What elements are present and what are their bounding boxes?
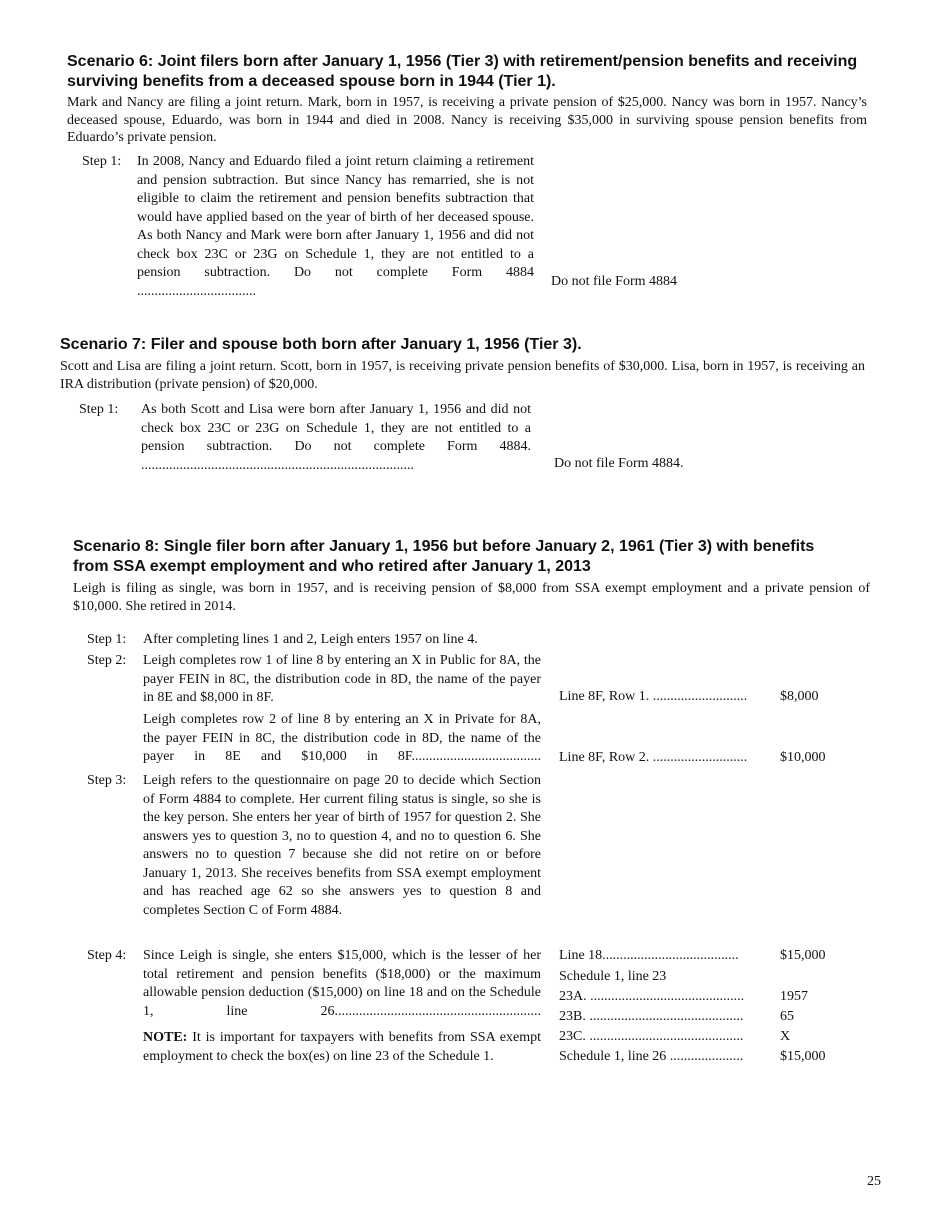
- scenario8-step1-text: After completing lines 1 and 2, Leigh enters 1957 on line 4.: [143, 632, 478, 647]
- scenario7-step1-text: As both Scott and Lisa were born after January 1, 1956 and did not check box 23C or 23G on Schedule 1, they are not entitled to a pension subtraction. Do not complete Form 4884. ..............................................................................: [141, 402, 531, 473]
- step4-ref-label: Schedule 1, line 26 .....................: [559, 1049, 744, 1064]
- step4-ref-label: 23A. ............................................: [559, 989, 745, 1004]
- step4-ref-label: 23B. ............................................: [559, 1009, 744, 1024]
- step4-ref-value: X: [780, 1029, 791, 1044]
- scenario8-note: [143, 1029, 541, 1066]
- scenario8-intro: Leigh is filing as single, was born in 1957, and is receiving pension of $8,000 from SSA exempt employment and a private pension of $10,000. She retired in 2014.: [73, 581, 870, 614]
- scenario8-step2-text-b: Leigh completes row 2 of line 8 by entering an X in Private for 8A, the payer FEIN in 8C, the distribution code in 8D, the name of the payer in 8E and $10,000 in 8F.....................................: [143, 712, 541, 764]
- scenario7-step1-label: Step 1:: [79, 402, 119, 417]
- scenario8-step4-text: Since Leigh is single, she enters $15,000, which is the lesser of her total retirement and pension benefits ($18,000) or the maximum allowable pension deduction ($15,000) on line 18 and on the Schedule 1, line 26...........................................................: [143, 948, 541, 1019]
- scenario8-step2-val-b: $10,000: [780, 750, 826, 765]
- scenario6-intro: Mark and Nancy are filing a joint return. Mark, born in 1957, is receiving a private pension of $25,000. Nancy was born in 1957. Nancy’s deceased spouse, Eduardo, was born in 1944 and died in 2008. Nancy is receiving $35,000 in surviving spouse pension benefits from Eduardo’s private pension.: [67, 95, 867, 145]
- scenario8-step1-label: Step 1:: [87, 632, 127, 647]
- scenario8-step3-text: Leigh refers to the questionnaire on page 20 to decide which Section of Form 4884 to complete. Her current filing status is single, so she is the key person. She enters her year of birth of 1957 for question 2. She answers yes to question 3, no to question 4, and no to question 6. She answers no to question 7 because she did not retire on or before January 1, 2013. She receives benefits from SSA exempt employment and has reached age 62 so she answers yes to question 8 and completes Section C of Form 4884.: [143, 773, 541, 918]
- scenario8-step4-label: Step 4:: [87, 948, 127, 963]
- scenario7-heading: Scenario 7: Filer and spouse both born after January 1, 1956 (Tier 3).: [60, 336, 582, 353]
- scenario6-step1-result: Do not file Form 4884: [551, 274, 677, 289]
- scenario8-step2-ref-b: Line 8F, Row 2. ...........................: [559, 750, 748, 765]
- step4-ref-value: $15,000: [780, 1049, 826, 1064]
- scenario8-step2-ref-a: Line 8F, Row 1. ...........................: [559, 689, 748, 704]
- step4-ref-label: Schedule 1, line 23: [559, 969, 667, 984]
- scenario6-heading: Scenario 6: Joint filers born after January 1, 1956 (Tier 3) with retirement/pension benefits and receiving surviving benefits from a deceased spouse born in 1944 (Tier 1).: [67, 53, 858, 90]
- step4-ref-label: 23C. ............................................: [559, 1029, 744, 1044]
- step4-ref-value: $15,000: [780, 948, 826, 963]
- scenario7-step1-result: Do not file Form 4884.: [554, 456, 684, 471]
- note-text: It is important for taxpayers with benefits from SSA exempt employment to check the box(es) on line 23 of the Schedule 1.: [143, 1030, 541, 1064]
- scenario7-intro: Scott and Lisa are filing a joint return. Scott, born in 1957, is receiving private pension benefits of $30,000. Lisa, born in 1957, is receiving an IRA distribution (private pension) of $20,000.: [60, 359, 865, 392]
- step4-ref-label: Line 18.......................................: [559, 948, 739, 963]
- scenario6-step1-text: In 2008, Nancy and Eduardo filed a joint return claiming a retirement and pension subtraction. But since Nancy has remarried, she is not eligible to claim the retirement and pension benefits subtraction that would have applied based on the year of birth of her deceased spouse. As both Nancy and Mark were born after January 1, 1956 and did not check box 23C or 23G on Schedule 1, they are not entitled to a pension subtraction. Do not complete Form 4884 ..................................: [137, 154, 534, 299]
- scenario6-step1-label: Step 1:: [82, 154, 122, 169]
- step4-ref-value: 65: [780, 1009, 794, 1024]
- page-number: 25: [867, 1174, 881, 1189]
- scenario8-step3-label: Step 3:: [87, 773, 127, 788]
- scenario8-step2-text-a: Leigh completes row 1 of line 8 by entering an X in Public for 8A, the payer FEIN in 8C, the distribution code in 8D, the name of the payer in 8E and $8,000 in 8F.: [143, 653, 541, 705]
- scenario8-step2-val-a: $8,000: [780, 689, 819, 704]
- note-label: NOTE:: [143, 1030, 188, 1045]
- scenario8-heading: Scenario 8: Single filer born after January 1, 1956 but before January 2, 1961 (Tier 3) with benefits from SSA exempt employment and who retired after January 1, 2013: [73, 538, 815, 575]
- scenario8-step2-label: Step 2:: [87, 653, 127, 668]
- step4-ref-value: 1957: [780, 989, 808, 1004]
